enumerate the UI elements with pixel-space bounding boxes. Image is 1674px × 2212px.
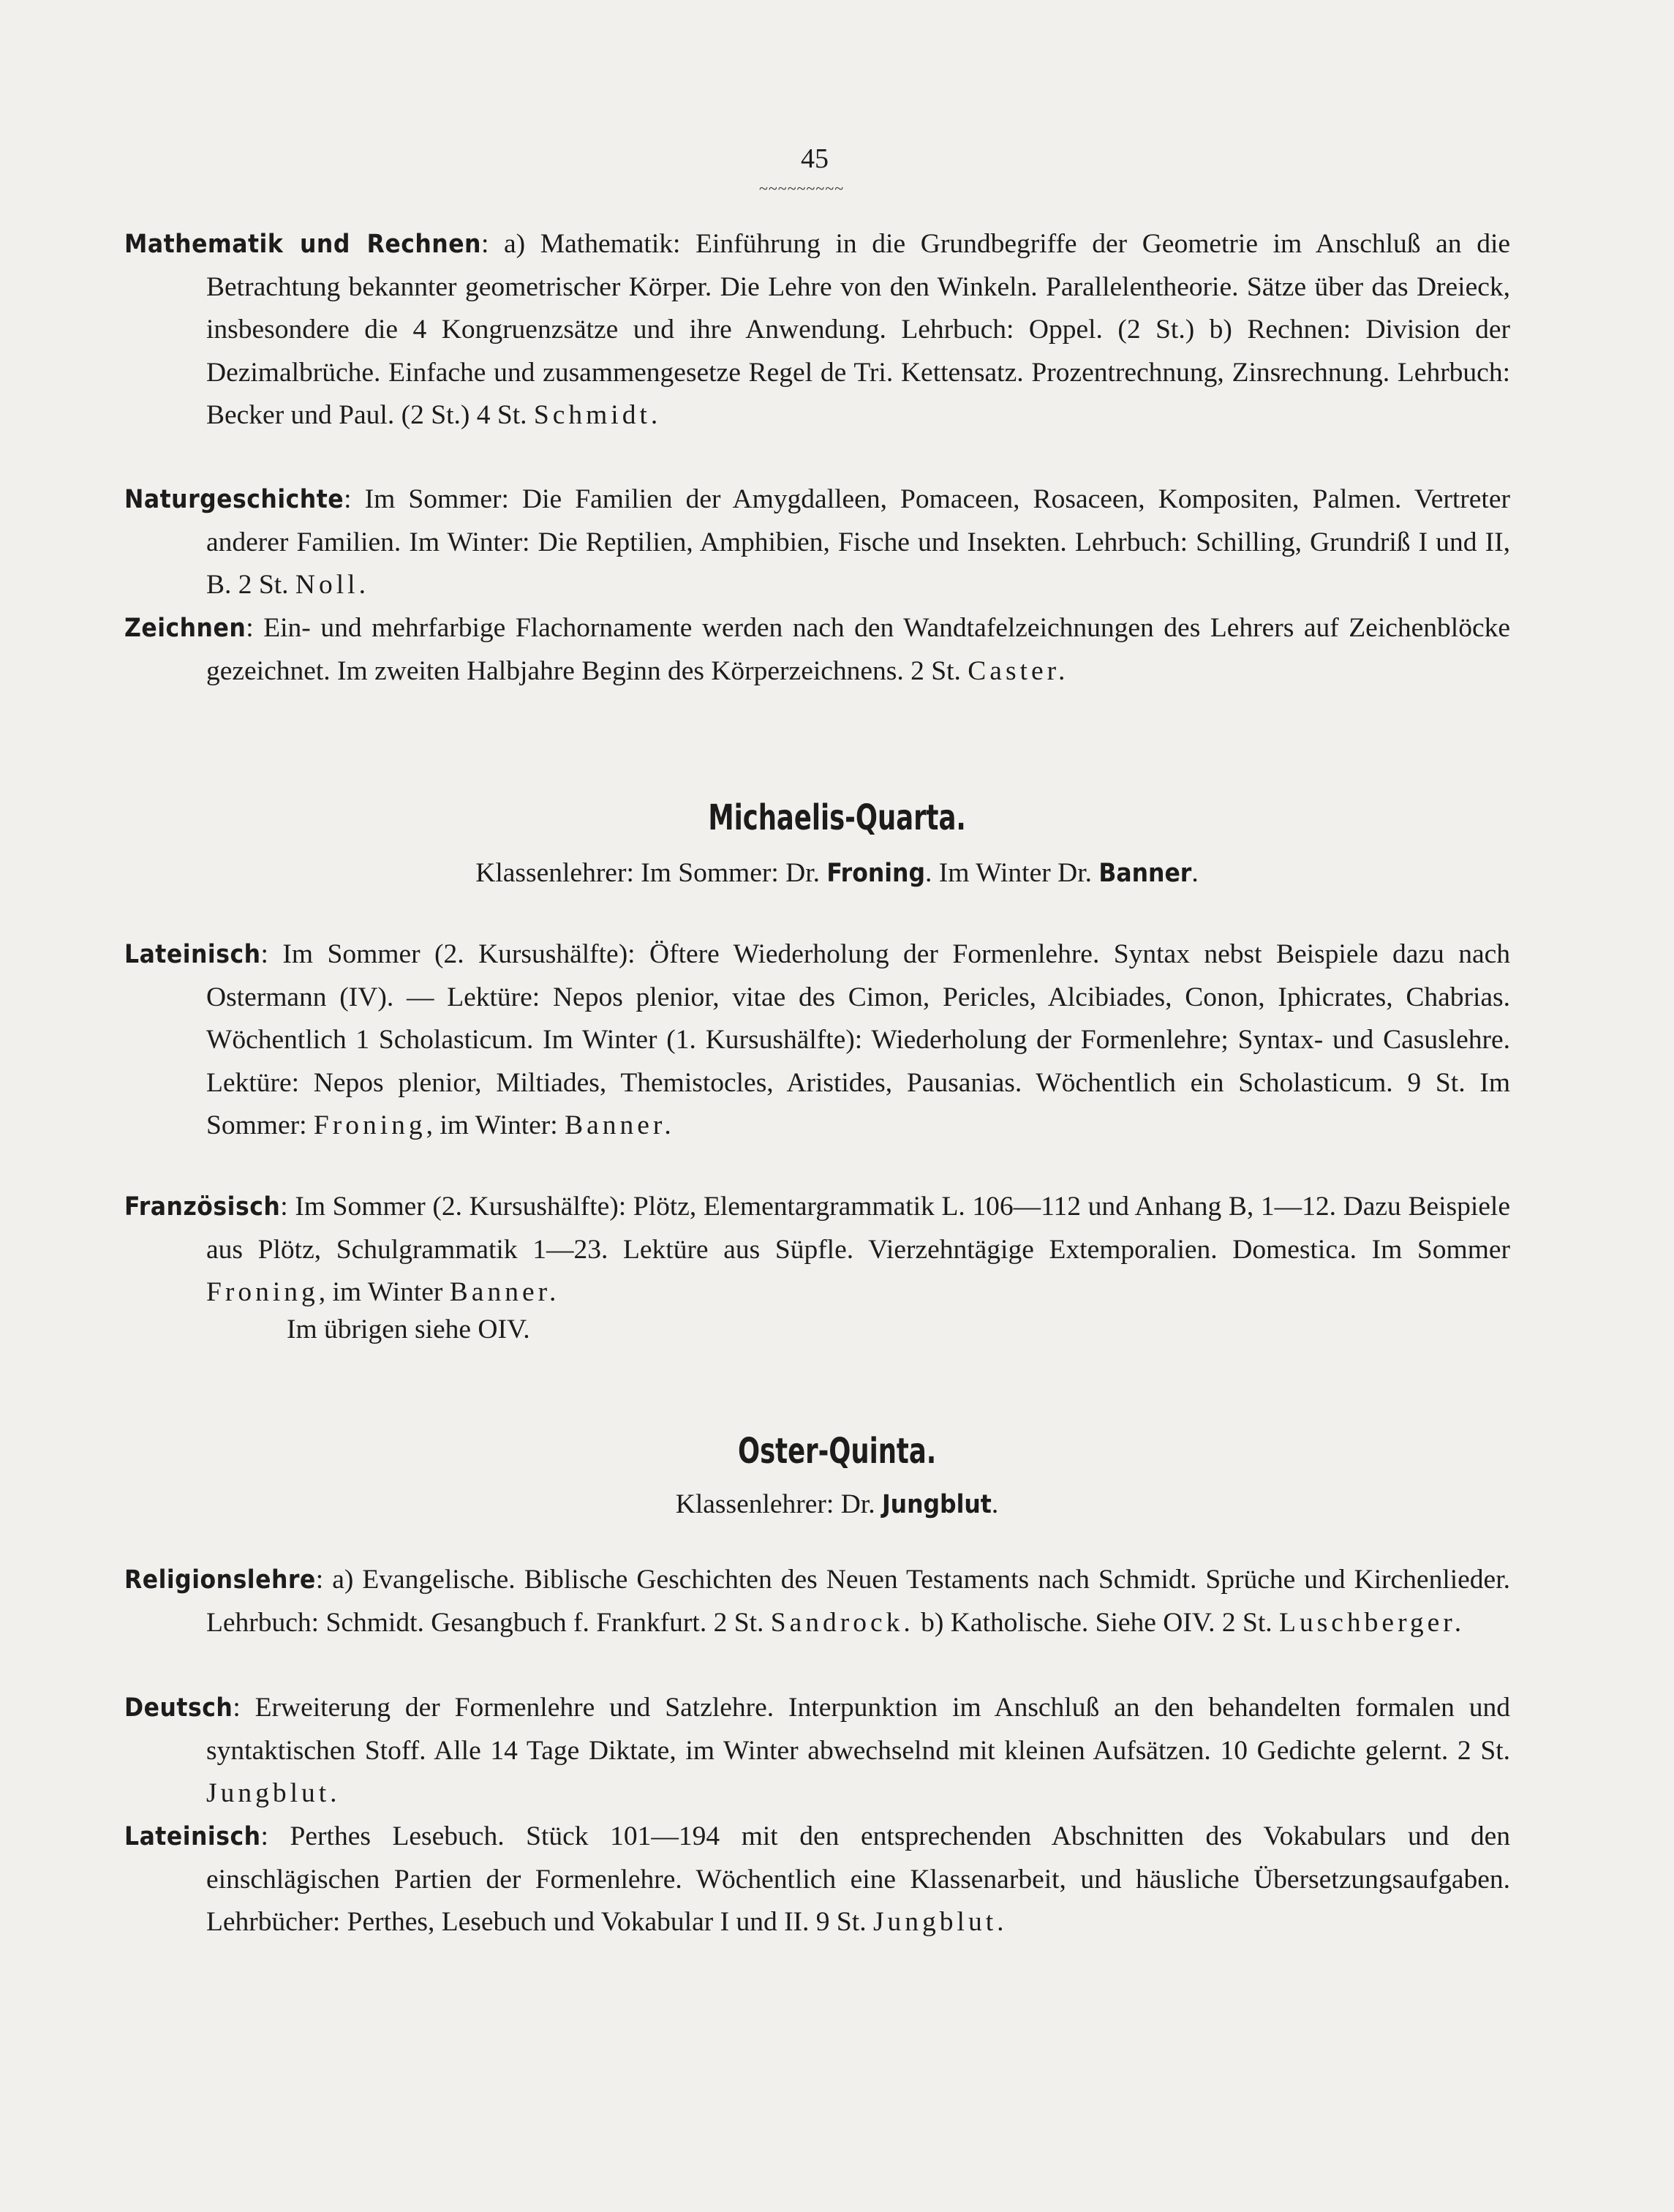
class-teacher-mid: . Im Winter Dr.	[925, 858, 1092, 888]
teacher-name: Luschberger.	[1279, 1607, 1466, 1638]
entry-mathematik	[124, 223, 1510, 437]
subject-heading: Zeichnen	[124, 614, 246, 643]
entry-text: : a) Evangelische. Biblische Geschichten des Neuen Testaments nach Schmidt. Sprüche und Kirchenlieder. Lehrbuch: Schmidt. Gesangbuch f. Frankfurt. 2 St.	[206, 1565, 1510, 1638]
teacher-name: Schmidt.	[533, 400, 662, 430]
entry-text: : Im Sommer (2. Kursushälfte): Plötz, Elementargrammatik L. 106—112 und Anhang B, 1—12. Dazu Beispiele aus Plötz, Schulgrammatik 1—23. Lektüre aus Süpfle. Vierzehntägige Extemporalien. Domestica. Im Sommer	[206, 1192, 1510, 1265]
subject-heading: Mathematik und Rechnen	[124, 230, 481, 259]
page-number-ornament: ~~~~~~~~~	[759, 179, 845, 198]
class-teacher-end: .	[1191, 858, 1199, 888]
teacher-name: Caster.	[968, 655, 1069, 686]
teacher-name: Banner.	[565, 1110, 675, 1140]
subject-heading: Lateinisch	[124, 940, 261, 969]
subject-heading: Lateinisch	[124, 1822, 261, 1851]
teacher-name: Noll.	[295, 570, 369, 600]
class-teacher-summer: Froning	[826, 859, 926, 888]
subject-heading: Deutsch	[124, 1693, 233, 1723]
section-title-oster-quinta: Oster-Quinta.	[737, 1431, 937, 1472]
section-title-michaelis-quarta: Michaelis-Quarta.	[708, 797, 966, 838]
teacher-name: Froning	[313, 1110, 426, 1140]
teacher-name: Froning	[206, 1277, 319, 1307]
teacher-name: Jungblut.	[206, 1778, 341, 1808]
class-teacher-winter: Banner	[1098, 859, 1192, 888]
teacher-name: Sandrock.	[770, 1607, 914, 1638]
entry-text-2: b) Katholische. Siehe OIV. 2 St.	[921, 1607, 1273, 1638]
page-number: 45	[801, 143, 829, 174]
entry-zeichnen	[124, 607, 1510, 693]
entry-text: : Im Sommer: Die Familien der Amygdalleen, Pomaceen, Rosaceen, Kompositen, Palmen. Vertreter anderer Familien. Im Winter: Die Reptilien, Amphibien, Fische und Insekten. Lehrbuch: Schilling, Grundriß I und II, B. 2 St.	[206, 484, 1510, 600]
teacher-name: Banner.	[449, 1277, 560, 1307]
entry-text: : Erweiterung der Formenlehre und Satzlehre. Interpunktion im Anschluß an den behandelten formalen und syntaktischen Stoff. Alle 14 Tage Diktate, im Winter abwechselnd mit kleinen Aufsätzen. 10 Gedichte gelernt. 2 St.	[206, 1693, 1510, 1766]
class-teacher-michaelis-quarta	[0, 857, 1674, 889]
entry-text: : Perthes Lesebuch. Stück 101—194 mit den entsprechenden Abschnitten des Vokabulars und den einschlägischen Partien der Formenlehre. Wöchentlich eine Klassenarbeit, und häusliche Übersetzungsaufgaben. Lehrbücher: Perthes, Lesebuch und Vokabular I und II. 9 St.	[206, 1821, 1510, 1937]
entry-religionslehre	[124, 1559, 1510, 1644]
entry-text: : Ein- und mehrfarbige Flachornamente werden nach den Wandtafelzeichnungen des Lehrers auf Zeichenblöcke gezeichnet. Im zweiten Halbjahre Beginn des Körperzeichnens. 2 St.	[206, 613, 1510, 686]
subject-heading: Religionslehre	[124, 1565, 316, 1595]
class-teacher-name: Jungblut	[881, 1490, 992, 1519]
entry-naturgeschichte	[124, 478, 1510, 607]
class-teacher-oster-quinta	[0, 1489, 1674, 1520]
entry-lateinisch-quarta	[124, 933, 1510, 1148]
class-teacher-prefix: Klassenlehrer: Im Sommer: Dr.	[475, 858, 821, 888]
entry-text-mid: , im Winter:	[426, 1110, 558, 1140]
class-teacher-end: .	[991, 1489, 999, 1519]
class-teacher-prefix: Klassenlehrer: Dr.	[675, 1489, 875, 1519]
entry-text: : Im Sommer (2. Kursushälfte): Öftere Wiederholung der Formenlehre. Syntax nebst Beispiele dazu nach Ostermann (IV). — Lektüre: Nepos plenior, vitae des Cimon, Pericles, Alcibiades, Conon, Iphicrates, Chabrias. Wöchentlich 1 Scholasticum. Im Winter (1. Kursushälfte): Wiederholung der Formenlehre; Syntax- und Casuslehre. Lektüre: Nepos plenior, Miltiades, Themistocles, Aristides, Pausanias. Wöchentlich ein Scholasticum. 9 St. Im Sommer:	[206, 939, 1510, 1140]
subject-heading: Französisch	[124, 1192, 281, 1222]
teacher-name: Jungblut.	[872, 1907, 1008, 1937]
entry-franzoesisch-quarta	[124, 1186, 1510, 1314]
entry-deutsch	[124, 1687, 1510, 1816]
subject-heading: Naturgeschichte	[124, 485, 344, 514]
entry-lateinisch-quinta	[124, 1816, 1510, 1944]
entry-text: : a) Mathematik: Einführung in die Grundbegriffe der Geometrie im Anschluß an die Betrachtung bekannter geometrischer Körper. Die Lehre von den Winkeln. Parallelentheorie. Sätze über das Dreieck, insbesondere die 4 Kongruenzsätze und ihre Anwendung. Lehrbuch: Oppel. (2 St.) b) Rechnen: Division der Dezimalbrüche. Einfache und zusammengesetze Regel de Tri. Kettensatz. Prozentrechnung, Zinsrechnung. Lehrbuch: Becker und Paul. (2 St.) 4 St.	[206, 229, 1511, 430]
cross-reference-note: Im übrigen siehe OIV.	[287, 1314, 530, 1344]
entry-text-mid: , im Winter	[318, 1277, 443, 1307]
